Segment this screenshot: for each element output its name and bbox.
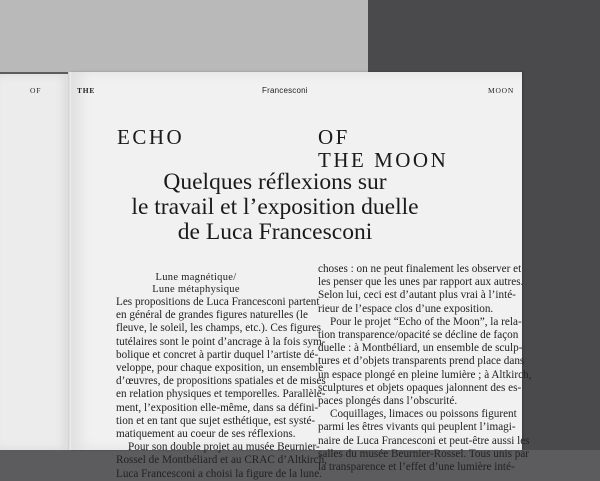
running-header-the: THE: [77, 86, 96, 95]
text-line: Coquillages, limaces ou poissons figurent: [330, 408, 517, 421]
text-line: tures et d’objets transparents prend place dans: [318, 355, 525, 368]
running-header-left-page: OF: [30, 86, 42, 95]
section-heading: [116, 272, 276, 296]
text-line: rieur de l’espace clos d’une exposition.: [318, 302, 494, 315]
text-line: la transparence et l’effet d’une lumière inté-: [318, 461, 515, 474]
article-subtitle: [130, 170, 420, 245]
text-line: paces plongés dans l’obscurité.: [318, 395, 458, 408]
subtitle-line: Quelques réflexions sur: [163, 169, 387, 195]
running-header-author: Francesconi: [262, 86, 308, 95]
book-gutter: [68, 72, 71, 450]
subtitle-line: le travail et l’exposition duelle: [131, 194, 419, 220]
text-line: en relation physiques et temporelles. Parallèle-: [116, 388, 326, 401]
body-column-1: [116, 296, 327, 481]
text-line: parmi les êtres vivants qui peuplent l’imagi-: [318, 421, 516, 434]
text-line: fleuve, le soleil, les champs, etc.). Ces figures: [116, 322, 322, 335]
text-line: d’œuvres, de propositions spatiales et de mises: [116, 375, 326, 388]
text-line: tion transparence/opacité se décline de façon: [318, 329, 519, 342]
title-the-moon: THE MOON: [318, 148, 449, 172]
text-line: Les propositions de Luca Francesconi partent: [116, 296, 320, 308]
text-line: Pour son double projet au musée Beurnier-: [128, 441, 320, 454]
section-heading-line: Lune métaphysique: [152, 284, 240, 295]
text-line: Selon lui, ceci est d’autant plus vrai à l’inté-: [318, 289, 516, 302]
text-line: ment, l’exposition elle-même, dans sa défini-: [116, 401, 319, 414]
text-line: Luca Francesconi a choisi la figure de la lune.: [116, 467, 322, 480]
subtitle-line: de Luca Francesconi: [177, 219, 373, 245]
text-line: matiquement au coeur de ses réflexions.: [116, 428, 296, 441]
text-line: tion et en tant que sujet esthétique, est systé-: [116, 414, 316, 427]
text-line: naire de Luca Francesconi et peut-être aussi les: [318, 434, 530, 447]
text-line: duelle : à Montbéliard, un ensemble de sculp-: [318, 342, 523, 355]
text-line: les penser que les unes par rapport aux autres.: [318, 276, 524, 289]
left-page: [0, 74, 70, 450]
text-line: en général de grandes figures naturelles (le: [116, 309, 308, 322]
section-heading-line: Lune magnétique/: [155, 272, 237, 283]
background-light-surface: [0, 0, 368, 72]
title-echo: ECHO: [117, 125, 185, 149]
text-line: tutélaires sont le point d’ancrage à la fois sym-: [116, 335, 326, 348]
text-line: veloppe, pour chaque exposition, un ensemble: [116, 362, 324, 375]
text-line: Rossel de Montbéliard et au CRAC d’Altkirch,: [116, 454, 327, 467]
text-line: Pour le projet “Echo of the Moon”, la rela-: [330, 315, 522, 328]
text-line: salles du musée Beurnier-Rossel. Tous unis par: [318, 447, 530, 460]
body-column-2: [318, 263, 532, 474]
text-line: un espace plongé en pleine lumière ; à Altkirch,: [318, 368, 532, 381]
text-line: sculptures et objets opaques jalonnent des es-: [318, 381, 522, 394]
text-line: bolique et concret à partir duquel l’artiste dé-: [116, 348, 319, 361]
running-header-moon: MOON: [488, 86, 515, 95]
text-line: choses : on ne peut finalement les observer et: [318, 263, 522, 275]
title-of: OF: [318, 125, 350, 149]
